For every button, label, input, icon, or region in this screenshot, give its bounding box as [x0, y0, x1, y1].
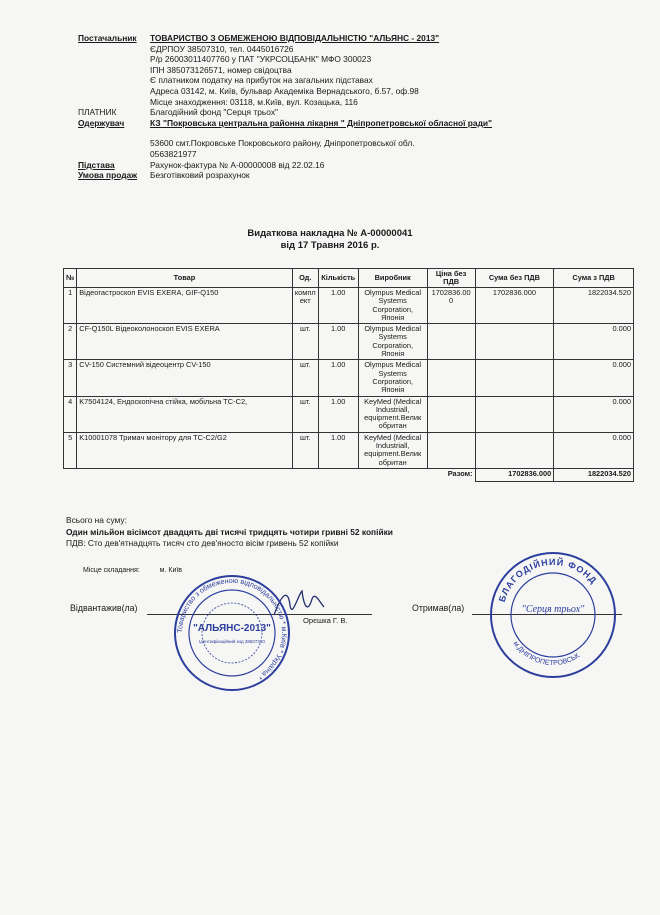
table-row: [64, 432, 634, 468]
cell-sum-no-vat: [475, 324, 554, 360]
cell-number: 2: [64, 324, 77, 360]
cell-product: K10001078 Тримач монітору для TC-C2/G2: [77, 432, 292, 468]
cell-quantity: 1.00: [318, 288, 358, 324]
column-header: Товар: [77, 269, 292, 288]
cell-maker: KeyMed (Medical Industriall, equipment.Велик обритан: [358, 432, 427, 468]
cell-unit: шт.: [292, 360, 318, 396]
cell-sum-vat: 0.000: [554, 396, 634, 432]
cell-unit: шт.: [292, 396, 318, 432]
cell-price: [427, 432, 475, 468]
table-row: [64, 360, 634, 396]
cell-quantity: 1.00: [318, 396, 358, 432]
table-row: [64, 324, 634, 360]
recipient-row: [78, 118, 638, 129]
summary-label: Всього на суму:: [66, 515, 127, 525]
cell-maker: Olympus Medical Systems Corporation, Японія: [358, 324, 427, 360]
column-header: Кількість: [318, 269, 358, 288]
column-header: Од.: [292, 269, 318, 288]
company-stamp-left: [172, 573, 292, 693]
right-stamp-top-text: БЛАГОДІЙНИЙ ФОНД: [496, 556, 599, 604]
cell-number: 1: [64, 288, 77, 324]
payer-label: ПЛАТНИК: [78, 107, 117, 118]
place-value: м. Київ: [159, 567, 183, 574]
cell-maker: Olympus Medical Systems Corporation, Японія: [358, 360, 427, 396]
cell-number: 5: [64, 432, 77, 468]
total-sum-no-vat: 1702836.000: [475, 468, 554, 481]
shipped-by-name: Орєшка Г. В.: [303, 616, 348, 625]
total-sum-vat: 1822034.520: [554, 468, 634, 481]
place-label: Місце складання:: [83, 567, 140, 574]
terms-value: Безготівковий розрахунок: [150, 170, 250, 181]
cell-sum-vat: 0.000: [554, 360, 634, 396]
cell-sum-no-vat: [475, 360, 554, 396]
supplier-name: ТОВАРИСТВО З ОБМЕЖЕНОЮ ВІДПОВІДАЛЬНІСТЮ "АЛЬЯНС - 2013": [150, 33, 440, 43]
payer-row: [78, 107, 638, 118]
terms-label: Умова продаж: [78, 170, 138, 181]
document-date: від 17 Травня 2016 р.: [280, 240, 380, 251]
cell-sum-no-vat: [475, 432, 554, 468]
basis-label: Підстава: [78, 159, 115, 170]
document-header: [78, 33, 638, 181]
table-row: [64, 288, 634, 324]
cell-product: CV-150 Системний відеоцентр CV-150: [77, 360, 292, 396]
left-stamp-center: "АЛЬЯНС-2013": [193, 623, 271, 634]
cell-unit: шт.: [292, 432, 318, 468]
cell-maker: Olympus Medical Systems Corporation, Японія: [358, 288, 427, 324]
cell-sum-vat: 0.000: [554, 324, 634, 360]
total-label: Разом:: [427, 468, 475, 481]
column-header: Ціна без ПДВ: [427, 269, 475, 288]
cell-product: Відеогастроскоп EVIS EXERA, GIF-Q150: [77, 288, 292, 324]
cell-price: 1702836.00 0: [427, 288, 475, 324]
summary-block: [66, 515, 393, 550]
cell-quantity: 1.00: [318, 360, 358, 396]
cell-unit: шт.: [292, 324, 318, 360]
cell-maker: KeyMed (Medical Industriall, equipment.Велик обритан: [358, 396, 427, 432]
left-stamp-ring-text: Товариство з обмеженою відповідальністю * м.Київ * Україна *: [174, 575, 290, 682]
supplier-detail: Місце знаходження: 03118, м.Київ, вул. Козацька, 116: [150, 96, 358, 107]
cell-sum-no-vat: [475, 396, 554, 432]
cell-price: [427, 324, 475, 360]
document-title-block: [0, 228, 660, 252]
payer-value: Благодійний фонд "Серця трьох": [150, 107, 278, 118]
recipient-label: Одержувач: [78, 117, 125, 128]
shipped-by-label: Відвантажив(ла): [70, 603, 138, 613]
column-header: №: [64, 269, 77, 288]
basis-value: Рахунок-фактура № А-00000008 від 22.02.16: [150, 159, 325, 170]
cell-unit: компл ект: [292, 288, 318, 324]
recipient-name: КЗ "Покровська центральна районна лікарня " Дніпропетровської обласної ради": [150, 117, 493, 128]
cell-sum-no-vat: 1702836.000: [475, 288, 554, 324]
document-title: Видаткова накладна № А-00000041: [247, 228, 413, 239]
vat-in-words: ПДВ: Сто дев'ятнадцять тисяч сто дев'яносто вісім гривень 52 копійки: [66, 538, 339, 548]
cell-price: [427, 360, 475, 396]
cell-sum-vat: 1822034.520: [554, 288, 634, 324]
cell-quantity: 1.00: [318, 324, 358, 360]
supplier-label: Постачальник: [78, 33, 137, 43]
column-header: Виробник: [358, 269, 427, 288]
supplier-detail: Є платником податку на прибуток на загальних підставах: [150, 75, 373, 86]
column-header: Сума з ПДВ: [554, 269, 634, 288]
cell-number: 4: [64, 396, 77, 432]
recipient-address: 53600 смт.Покровське Покровського району, Дніпропетровської обл.: [150, 138, 415, 149]
right-stamp-bottom-text: м.ДНІПРОПЕТРОВСЬК: [511, 640, 581, 668]
items-table: [63, 268, 634, 482]
total-row: [64, 468, 634, 481]
cell-sum-vat: 0.000: [554, 432, 634, 468]
supplier-detail: ЄДРПОУ 38507310, тел. 0445016726: [150, 43, 294, 54]
amount-in-words: Один мільйон вісімсот двадцять дві тисячі тридцять чотири гривні 52 копійки: [66, 526, 393, 537]
cell-product: K7504124, Ендоскопічна стійка, мобільна TC-C2,: [77, 396, 292, 432]
right-stamp-center: "Серця трьох": [521, 604, 585, 615]
cell-quantity: 1.00: [318, 432, 358, 468]
recipient-phone: 0563821977: [150, 148, 197, 159]
supplier-row: [78, 33, 638, 44]
terms-row: [78, 170, 638, 181]
cell-price: [427, 396, 475, 432]
cell-number: 3: [64, 360, 77, 396]
supplier-detail: ІПН 385073126571, номер свідоцтва: [150, 64, 292, 75]
supplier-detail: Р/р 26003011407760 у ПАТ "УКРСОЦБАНК" МФО 300023: [150, 54, 372, 65]
column-header: Сума без ПДВ: [475, 269, 554, 288]
supplier-detail: Адреса 03142, м. Київ, бульвар Академіка Вернадського, б.57, оф.98: [150, 85, 419, 96]
cell-product: CF-Q150L Відеоколоноскоп EVIS EXERA: [77, 324, 292, 360]
svg-text:БЛАГОДІЙНИЙ ФОНД: [497, 556, 599, 603]
recipient-stamp-right: [488, 550, 618, 680]
received-by-label: Отримав(ла): [412, 603, 465, 613]
basis-row: [78, 160, 638, 171]
table-row: [64, 396, 634, 432]
left-stamp-sub: Ідентифікаційний код 38507310: [199, 639, 265, 644]
table-header-row: [64, 269, 634, 288]
